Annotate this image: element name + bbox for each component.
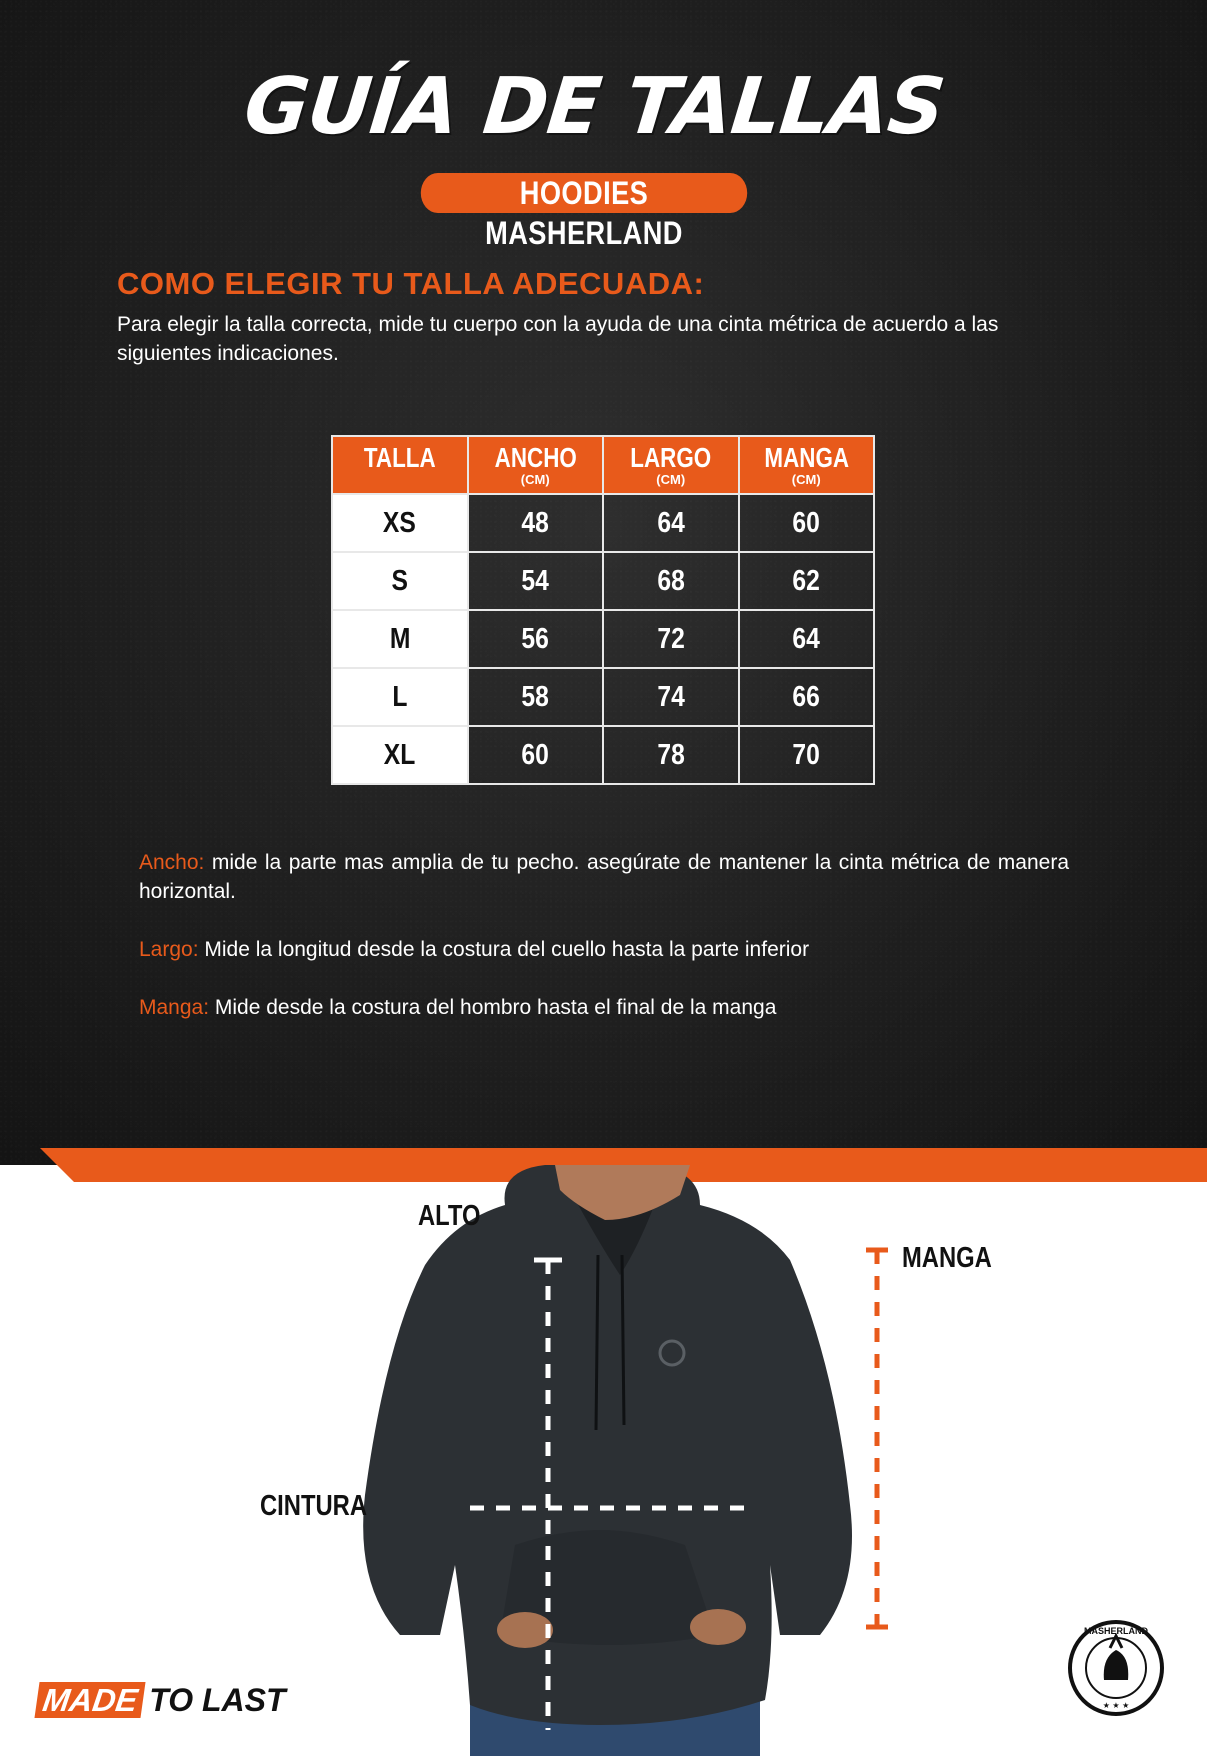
manga-cell [739, 552, 875, 610]
column-header-manga [739, 436, 875, 494]
subtitle-badge: HOODIES MASHERLAND [421, 173, 747, 213]
table-row [332, 610, 874, 668]
note-text: Mide la longitud desde la costura del cuello hasta la parte inferior [198, 938, 810, 961]
size-cell [332, 668, 468, 726]
note-text: mide la parte mas amplia de tu pecho. asegúrate de mantener la cinta métrica de manera horizontal. [139, 851, 1069, 903]
manga-label: MANGA [902, 1242, 992, 1274]
column-header-unit: (CM) [791, 472, 821, 487]
size-cell [332, 726, 468, 784]
size-cell [332, 494, 468, 552]
largo-value: 72 [657, 622, 685, 655]
table-header-row [332, 436, 874, 494]
manga-cell [739, 668, 875, 726]
largo-value: 78 [657, 738, 685, 771]
largo-cell [603, 668, 739, 726]
instructions-text: Para elegir la talla correcta, mide tu cuerpo con la ayuda de una cinta métrica de acuerdo a las siguientes indicaciones. [117, 313, 999, 365]
largo-value: 74 [657, 680, 685, 713]
manga-value: 70 [792, 738, 820, 771]
ancho-cell [468, 494, 604, 552]
page-title: GUÍA DE TALLAS [240, 62, 949, 152]
note-term: Manga: [139, 996, 210, 1019]
note-term: Largo: [139, 938, 199, 961]
largo-value: 64 [657, 506, 685, 539]
measurement-notes [139, 848, 1069, 1051]
size-value: S [391, 564, 408, 597]
size-table [331, 435, 875, 785]
column-header-label: LARGO [630, 442, 712, 473]
manga-value: 60 [792, 506, 820, 539]
note-term: Ancho: [139, 851, 205, 874]
table-row [332, 668, 874, 726]
to-last-text: TO LAST [149, 1681, 286, 1718]
manga-value: 62 [792, 564, 820, 597]
table-row [332, 494, 874, 552]
largo-cell [603, 494, 739, 552]
ancho-cell [468, 726, 604, 784]
ancho-value: 60 [521, 738, 549, 771]
size-value: XS [383, 506, 417, 539]
hoodie-diagram-section [0, 1165, 1207, 1756]
largo-cell [603, 726, 739, 784]
size-value: L [392, 680, 408, 713]
table-row [332, 726, 874, 784]
masherland-seal-logo [1066, 1618, 1166, 1718]
ancho-cell [468, 610, 604, 668]
column-header-label: ANCHO [494, 442, 577, 473]
column-header-largo [603, 436, 739, 494]
note-manga [139, 993, 1069, 1022]
made-text: MADE [34, 1682, 145, 1718]
size-cell [332, 610, 468, 668]
drawstring-right [622, 1255, 624, 1425]
ancho-value: 54 [521, 564, 549, 597]
ancho-value: 58 [521, 680, 549, 713]
column-header-unit: (CM) [656, 472, 686, 487]
column-header-ancho [468, 436, 604, 494]
manga-cell [739, 726, 875, 784]
manga-value: 64 [792, 622, 820, 655]
ancho-cell [468, 552, 604, 610]
note-largo [139, 935, 1069, 964]
hand-left [497, 1612, 553, 1648]
column-header-talla [332, 436, 468, 494]
largo-value: 68 [657, 564, 685, 597]
ancho-value: 48 [521, 506, 549, 539]
manga-value: 66 [792, 680, 820, 713]
instructions-heading: COMO ELEGIR TU TALLA ADECUADA: [117, 266, 705, 301]
made-to-last-logo [37, 1682, 286, 1718]
largo-cell [603, 610, 739, 668]
svg-text:★ ★ ★: ★ ★ ★ [1102, 1701, 1130, 1710]
column-header-unit: (CM) [520, 472, 550, 487]
drawstring-left [596, 1255, 598, 1430]
largo-cell [603, 552, 739, 610]
column-header-label: MANGA [763, 442, 849, 473]
ancho-value: 56 [521, 622, 549, 655]
manga-cell [739, 494, 875, 552]
size-value: M [389, 622, 411, 655]
column-header-label: TALLA [363, 442, 436, 473]
size-value: XL [383, 738, 416, 771]
cintura-label: CINTURA [260, 1490, 368, 1522]
size-cell [332, 552, 468, 610]
note-text: Mide desde la costura del hombro hasta el final de la manga [209, 996, 777, 1019]
ancho-cell [468, 668, 604, 726]
hoodie-photo [0, 1165, 1207, 1756]
hand-right [690, 1609, 746, 1645]
note-ancho [139, 848, 1069, 906]
alto-label: ALTO [418, 1200, 481, 1232]
table-row [332, 552, 874, 610]
manga-cell [739, 610, 875, 668]
svg-text:MASHERLAND: MASHERLAND [1084, 1626, 1148, 1636]
